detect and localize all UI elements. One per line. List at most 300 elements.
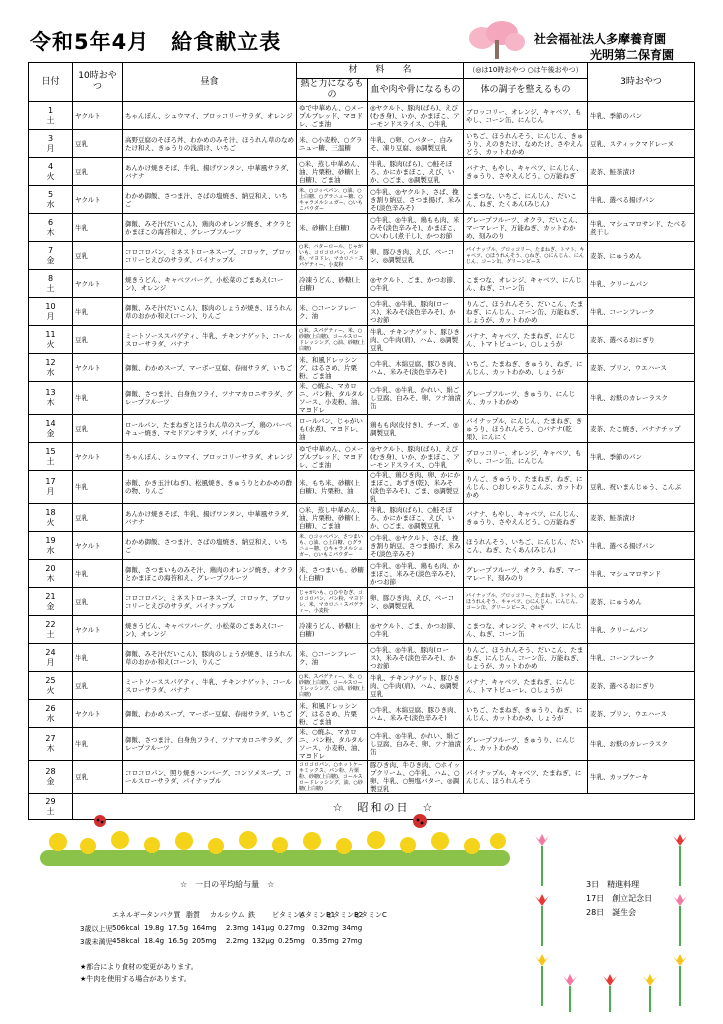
weekday: 月 <box>46 487 55 496</box>
col-heat: 熱と力になるもの <box>297 79 368 102</box>
lunch-cell: コロコロパン、ミネストローネスープ、コロッケ、ブロッコリーとえびのサラダ、パイナップル <box>123 588 297 616</box>
blood-cell: ○牛乳、◎牛乳、かれい、絹ごし豆腐、白みそ、卵、ツナ油漬缶 <box>368 382 464 415</box>
blood-cell: 牛乳、チキンナゲット、豚ひき肉、○牛肉(肩)、ハム、◎調製豆乳 <box>368 672 464 700</box>
heat-cell: じゃがいも、○ひやむぎ、コロコロパン、パン粉、マヨドレ、米、マカロニ・スパゲティー、小麦粉 <box>297 588 368 616</box>
am-snack-cell: ヤクルト <box>73 102 123 130</box>
day-number: 26 <box>45 703 56 713</box>
day-number: 24 <box>45 647 56 657</box>
event-day: 17日 <box>586 894 605 903</box>
table-row <box>29 672 695 700</box>
date-cell <box>29 415 73 443</box>
body-cell: バナナ、キャベツ、たまねぎ、にんじん、トマトピューレ、○しょうが <box>464 326 588 354</box>
weekday: 木 <box>46 398 55 407</box>
pm-snack-cell: 牛乳、お麩のカレーラスク <box>588 728 695 761</box>
nutrient-header: ビタミンB1 <box>298 911 336 919</box>
pm-snack-cell: 豆乳、スティックマドレーヌ <box>588 130 695 158</box>
age-label: 3歳以上児 <box>80 925 113 933</box>
date-cell <box>29 382 73 415</box>
weekday: 土 <box>46 629 55 639</box>
am-snack-cell: 豆乳 <box>73 242 123 270</box>
blood-cell: 牛乳、○卵、○バター、白みそ、凍り豆腐、◎調製豆乳 <box>368 130 464 158</box>
day-number: 3 <box>47 133 54 143</box>
heat-cell: ○米、蒸し中華めん、油、片栗粉、砂糖(上白糖)、ごま油 <box>297 504 368 532</box>
date-cell <box>29 158 73 186</box>
nutrient-value: 2.2mg <box>226 937 249 945</box>
lunch-cell: コロコロパン、照り焼きハンバーグ、コンソメスープ、コールスローサラダ、パイナップル <box>123 761 297 794</box>
col-pm-snack: 3時おやつ <box>588 63 695 102</box>
day-number: 25 <box>45 675 56 685</box>
date-cell <box>29 761 73 794</box>
table-row <box>29 415 695 443</box>
event-day: 3日 <box>586 880 600 889</box>
date-cell <box>29 644 73 672</box>
day-number: 17 <box>45 477 56 486</box>
blood-cell: ○牛乳、◎牛乳、豚肉(ロース)、米みそ(淡色辛みそ)、かつお節 <box>368 644 464 672</box>
col-legend: （◎は10時おやつ ○は午後おやつ） <box>464 63 588 79</box>
weekday: 月 <box>46 657 55 667</box>
am-snack-cell: 豆乳 <box>73 588 123 616</box>
am-snack-cell: 牛乳 <box>73 471 123 504</box>
heat-cell: ○米、バターロール、じゃがいも、コロコロパン、パン粉、マヨドレ、マカロニ・スパゲティー、小麦粉 <box>297 242 368 270</box>
am-snack-cell: 豆乳 <box>73 326 123 354</box>
pm-snack-cell: 麦茶、プリン、ウエハース <box>588 700 695 728</box>
day-number: 19 <box>45 535 56 545</box>
weekday: 水 <box>46 545 55 555</box>
lunch-cell: ロールパン、たまねぎとほうれん草のスープ、鶏のバーベキュー焼き、マセドアンサラダ、パイナップル <box>123 415 297 443</box>
holiday-label: ☆ 昭和の日 ☆ <box>73 794 695 820</box>
pm-snack-cell: 牛乳、コーンフレーク <box>588 298 695 326</box>
col-lunch: 昼食 <box>123 63 297 102</box>
lunch-cell: 焼きうどん、キャベツバーグ、小松菜のごまあえ(コーン)、オレンジ <box>123 616 297 644</box>
heat-cell: ○米、スパゲティー、米、○砂糖(上白糖)、コールスロードレッシング、○油、砂糖(上白糖) <box>297 326 368 354</box>
date-cell <box>29 298 73 326</box>
am-snack-cell: 牛乳 <box>73 728 123 761</box>
pm-snack-cell: 麦茶、選べるおにぎり <box>588 326 695 354</box>
date-cell <box>29 471 73 504</box>
blood-cell: ◎ヤクルト、豚肉(ばら)、えび(むき身)、いか、かまぼこ、アーモンドスライス、○牛乳 <box>368 443 464 471</box>
cherry-blossom-tree-icon <box>468 20 526 60</box>
lunch-cell: ちゃんぽん、シュウマイ、ブロッコリーサラダ、オレンジ <box>123 443 297 471</box>
pm-snack-cell: 麦茶、たこ焼き、バナナチップ <box>588 415 695 443</box>
blood-cell: 卵、豚ひき肉、えび、ベーコン、◎調製豆乳 <box>368 242 464 270</box>
blood-cell: 鶏もも肉(皮付き)、チーズ、◎調製豆乳 <box>368 415 464 443</box>
am-snack-cell: 豆乳 <box>73 130 123 158</box>
table-row <box>29 560 695 588</box>
table-row <box>29 326 695 354</box>
date-cell <box>29 326 73 354</box>
heat-cell: 冷凍うどん、砂糖(上白糖) <box>297 270 368 298</box>
body-cell: グレープフルーツ、オクラ、だいこん、マーマレード、万能ねぎ、カットわかめ、刻みのり <box>464 214 588 242</box>
table-row <box>29 728 695 761</box>
pm-snack-cell: 牛乳、選べる揚げパン <box>588 186 695 214</box>
day-number: 1 <box>47 105 54 115</box>
event-day: 28日 <box>586 908 605 917</box>
weekday: 金 <box>46 428 55 438</box>
table-row <box>29 186 695 214</box>
body-cell: こまつな、オレンジ、キャベツ、にんじん、ねぎ、コーン缶 <box>464 270 588 298</box>
date-cell <box>29 672 73 700</box>
col-blood: 血や肉や骨になるもの <box>368 79 464 102</box>
day-number: 27 <box>45 734 56 743</box>
day-number: 13 <box>45 388 56 397</box>
body-cell: バナナ、キャベツ、たまねぎ、にんじん、トマトピューレ、○しょうが <box>464 672 588 700</box>
events-list <box>586 878 652 920</box>
blood-cell: ◎ヤクルト、ごま、かつお節、○牛乳 <box>368 270 464 298</box>
nutrient-value: 0.25mg <box>278 937 305 945</box>
nutrient-value: 2.3mg <box>226 924 249 932</box>
day-number: 21 <box>45 591 56 601</box>
tulip-decoration <box>530 826 700 1016</box>
heat-cell: 米、○コーンフレーク、油 <box>297 644 368 672</box>
heat-cell: 冷凍うどん、砂糖(上白糖) <box>297 616 368 644</box>
body-cell: バナナ、もやし、キャベツ、にんじん、きゅうり、さやえんどう、○万能ねぎ <box>464 158 588 186</box>
table-row <box>29 242 695 270</box>
pm-snack-cell: 麦茶、プリン、ウエハース <box>588 354 695 382</box>
date-cell <box>29 588 73 616</box>
day-number: 4 <box>47 161 54 171</box>
nutrient-value: 0.35mg <box>312 937 339 945</box>
lunch-cell: 御飯、わかめスープ、マーボー豆腐、春雨サラダ、いちご <box>123 354 297 382</box>
day-number: 12 <box>45 357 56 367</box>
am-snack-cell: ヤクルト <box>73 700 123 728</box>
am-snack-cell: 牛乳 <box>73 214 123 242</box>
date-cell <box>29 700 73 728</box>
blood-cell: ◎ヤクルト、豚肉(ばら)、えび(むき身)、いか、かまぼこ、アーモンドスライス、○牛乳 <box>368 102 464 130</box>
weekday: 土 <box>46 115 55 125</box>
nutrient-value: 0.27mg <box>278 924 305 932</box>
weekday: 水 <box>46 367 55 377</box>
nutrient-value: 205mg <box>192 937 217 945</box>
date-cell <box>29 102 73 130</box>
nutrient-value: 458kcal <box>112 937 140 945</box>
blood-cell: ○牛乳、◎ヤクルト、さば、挽き割り納豆、さつま揚げ、米みそ(淡色辛みそ) <box>368 532 464 560</box>
lunch-cell: あんかけ焼きそば、牛乳、揚げワンタン、中華風サラダ、バナナ <box>123 158 297 186</box>
body-cell: こまつな、いちご、にんじん、だいこん、ねぎ、たくあん(みじん) <box>464 186 588 214</box>
pm-snack-cell: 牛乳、コーンフレーク <box>588 644 695 672</box>
day-number: 18 <box>45 507 56 517</box>
day-number: 14 <box>45 418 56 428</box>
am-snack-cell: ヤクルト <box>73 270 123 298</box>
weekday: 水 <box>46 199 55 209</box>
am-snack-cell: ヤクルト <box>73 532 123 560</box>
event-item <box>586 906 652 920</box>
date-cell <box>29 616 73 644</box>
am-snack-cell: 豆乳 <box>73 761 123 794</box>
date-cell <box>29 794 73 820</box>
nutrient-header: ビタミンB2 <box>326 911 364 919</box>
date-cell <box>29 270 73 298</box>
body-cell: りんご、きゅうり、たまねぎ、ねぎ、にんじん、○おしゃぶりこんぶ、カットわかめ <box>464 471 588 504</box>
nutrient-header: ビタミンA <box>272 911 305 919</box>
am-snack-cell: ヤクルト <box>73 186 123 214</box>
date-cell <box>29 504 73 532</box>
pm-snack-cell: 牛乳、お麩のカレーラスク <box>588 382 695 415</box>
lunch-cell: ミートソーススパゲティ、牛乳、チキンナゲット、コールスローサラダ、バナナ <box>123 672 297 700</box>
weekday: 土 <box>46 283 55 293</box>
lunch-cell: ちゃんぽん、シュウマイ、ブロッコリーサラダ、オレンジ <box>123 102 297 130</box>
nutrient-value: 16.5g <box>168 937 189 945</box>
nutrient-value: 27mg <box>342 937 363 945</box>
nutrient-value: 17.5g <box>168 924 189 932</box>
date-cell <box>29 443 73 471</box>
event-item <box>586 878 652 892</box>
blood-cell: 卵、豚ひき肉、えび、ベーコン、◎調製豆乳 <box>368 588 464 616</box>
weekday: 金 <box>46 601 55 611</box>
body-cell: いちご、たまねぎ、きゅうり、ねぎ、にんじん、カットわかめ、しょうが <box>464 700 588 728</box>
nutrient-header: 脂質 <box>186 911 200 919</box>
blood-cell: 牛乳、豚肉(ばら)、○鮭そぼろ、かにかまぼこ、えび、いか、○ごま、◎調製豆乳 <box>368 504 464 532</box>
blood-cell: ○牛乳、鶏ひき肉、卵、かにかまぼこ、あずき(乾)、米みそ(淡色辛みそ)、ごま、◎調製豆乳 <box>368 471 464 504</box>
lunch-cell: 赤飯、かき玉汁(ねぎ)、松風焼き、きゅうりとわかめの酢の物、りんご <box>123 471 297 504</box>
heat-cell: 米、○焼ふ、マカロニ、パン粉、タルタルソース、小麦粉、油、マヨドレ <box>297 728 368 761</box>
note-ingredient-change: ★都合により食材の変更があります。 <box>80 963 198 971</box>
body-cell: グレープフルーツ、オクラ、ねぎ、マーマレード、刻みのり <box>464 560 588 588</box>
heat-cell: ○米、蒸し中華めん、油、片栗粉、砂糖(上白糖)、ごま油 <box>297 158 368 186</box>
nutrient-header: カルシウム <box>210 911 245 919</box>
day-number: 8 <box>47 273 54 283</box>
date-cell <box>29 532 73 560</box>
date-cell <box>29 130 73 158</box>
weekday: 月 <box>46 143 55 153</box>
body-cell: りんご、ほうれんそう、だいこん、たまねぎ、にんじん、コーン缶、万能ねぎ、しょうが、カットわかめ <box>464 644 588 672</box>
blood-cell: ○牛乳、◎牛乳、鶏もも肉、かまぼこ、米みそ(淡色辛みそ)、かつお節 <box>368 560 464 588</box>
note-beef: ★牛肉を使用する場合があります。 <box>80 975 191 983</box>
lunch-cell: 焼きうどん、キャベツバーグ、小松菜のごまあえ(コーン)、オレンジ <box>123 270 297 298</box>
weekday: 木 <box>46 227 55 237</box>
nutrition-title: ☆ 一日の平均給与量 ☆ <box>180 880 275 889</box>
lunch-cell: わかめ御飯、さつま汁、さばの塩焼き、納豆和え、いちご <box>123 186 297 214</box>
pm-snack-cell: 麦茶、にゅうめん <box>588 588 695 616</box>
lunch-cell: 御飯、みそ汁(だいこん)、鶏肉のオレンジ焼き、オクラとかまぼこの海苔和え、グレープフルーツ <box>123 214 297 242</box>
nutrient-header: タンパク質 <box>146 911 181 919</box>
heat-cell: 米、○小麦粉、○グラニュー糖、三温糖 <box>297 130 368 158</box>
lunch-cell: 御飯、みそ汁(だいこん)、豚肉のしょうが焼き、ほうれん草のおかか和え(コーン)、りんご <box>123 644 297 672</box>
nutrient-value: 34mg <box>342 924 363 932</box>
am-snack-cell: ヤクルト <box>73 616 123 644</box>
blood-cell: ○牛乳、木綿豆腐、豚ひき肉、ハム、米みそ(淡色辛みそ) <box>368 700 464 728</box>
date-cell <box>29 186 73 214</box>
weekday: 火 <box>46 517 55 527</box>
table-row <box>29 102 695 130</box>
date-cell <box>29 728 73 761</box>
nutrient-header: エネルギー <box>112 911 147 919</box>
pm-snack-cell: 牛乳、季節のパン <box>588 102 695 130</box>
heat-cell: 米、○焼ふ、マカロニ、パン粉、タルタルソース、小麦粉、油、マヨドレ <box>297 382 368 415</box>
am-snack-cell: ヤクルト <box>73 443 123 471</box>
am-snack-cell: ヤクルト <box>73 354 123 382</box>
weekday: 火 <box>46 171 55 181</box>
pm-snack-cell: 牛乳、クリームパン <box>588 616 695 644</box>
date-cell <box>29 214 73 242</box>
day-number: 11 <box>45 329 56 339</box>
table-row <box>29 443 695 471</box>
table-row <box>29 588 695 616</box>
col-materials: 材 料 名 <box>297 63 464 79</box>
heat-cell: ○米、スパゲティー、米、○砂糖(上白糖)、コールスロードレッシング、○油、砂糖(上白糖) <box>297 672 368 700</box>
age-label: 3歳未満児 <box>80 938 113 946</box>
nutrient-value: 164mg <box>192 924 217 932</box>
lunch-cell: 高野豆腐のそぼろ丼、わかめのみそ汁、ほうれん草のなめたけ和え、きゅうりの浅漬け、いちご <box>123 130 297 158</box>
day-number: 7 <box>47 245 54 255</box>
table-row <box>29 158 695 186</box>
event-item <box>586 892 652 906</box>
heat-cell: 米、○コッペパン、○油、○上白糖、○グラニュー糖、○キャラメルシュガー、○いもこパウダー <box>297 186 368 214</box>
heat-cell: 米、もち米、砂糖(上白糖)、片栗粉、油 <box>297 471 368 504</box>
blood-cell: ○牛乳、木綿豆腐、豚ひき肉、ハム、米みそ(淡色辛みそ) <box>368 354 464 382</box>
heat-cell: 米、○コーンフレーク、油 <box>297 298 368 326</box>
col-am-snack: 10時おやつ <box>73 63 123 102</box>
lunch-cell: 御飯、さつま汁、白身魚フライ、ツナマカロニサラダ、グレープフルーツ <box>123 382 297 415</box>
am-snack-cell: 豆乳 <box>73 672 123 700</box>
weekday: 金 <box>46 255 55 265</box>
pm-snack-cell: 豆乳、祝いまんじゅう、こんぶ <box>588 471 695 504</box>
table-row <box>29 382 695 415</box>
table-row <box>29 354 695 382</box>
weekday: 火 <box>46 339 55 349</box>
pm-snack-cell: 麦茶、にゅうめん <box>588 242 695 270</box>
heat-cell: 米、和風ドレッシング、はるさめ、片栗粉、ごま油 <box>297 700 368 728</box>
heat-cell: 米、○コッペパン、さつまいも、○油、○上白糖、○グラニュー糖、○キャラメルシュガー、○いもこパウダー <box>297 532 368 560</box>
pm-snack-cell: 牛乳、季節のパン <box>588 443 695 471</box>
table-row <box>29 130 695 158</box>
table-row <box>29 298 695 326</box>
day-number: 20 <box>45 563 56 573</box>
blood-cell: ◎ヤクルト、ごま、かつお節、○牛乳 <box>368 616 464 644</box>
table-row <box>29 700 695 728</box>
menu-table <box>28 62 695 820</box>
header <box>0 0 723 64</box>
day-number: 15 <box>45 446 56 456</box>
heat-cell: 米、砂糖(上白糖) <box>297 214 368 242</box>
blood-cell: ○牛乳、◎牛乳、豚肉(ロース)、米みそ(淡色辛みそ)、かつお節 <box>368 298 464 326</box>
day-number: 5 <box>47 189 54 199</box>
pm-snack-cell: 牛乳、マシュマロサンド <box>588 560 695 588</box>
lunch-cell: 御飯、さつまいものみそ汁、鶏肉のオレンジ焼き、オクラとかまぼこの海苔和え、グレープフルーツ <box>123 560 297 588</box>
lunch-cell: コロコロパン、ミネストローネスープ、コロッケ、ブロッコリーとえびのサラダ、パイナップル <box>123 242 297 270</box>
heat-cell: 米、和風ドレッシング、はるさめ、片栗粉、ごま油 <box>297 354 368 382</box>
day-number: 22 <box>45 619 56 629</box>
heat-cell: 米、さつまいも、砂糖(上白糖) <box>297 560 368 588</box>
lunch-cell: ミートソーススパゲティ、牛乳、チキンナゲット、コールスローサラダ、バナナ <box>123 326 297 354</box>
nutrient-value: 506kcal <box>112 924 140 932</box>
body-cell: バナナ、もやし、キャベツ、にんじん、きゅうり、さやえんどう、○万能ねぎ <box>464 504 588 532</box>
pm-snack-cell: 牛乳、クリームパン <box>588 270 695 298</box>
nutrient-header: ビタミンC <box>354 911 387 919</box>
pm-snack-cell: 牛乳、カップケーキ <box>588 761 695 794</box>
body-cell: パイナップル、ブロッコリー、たまねぎ、トマト、キャベツ、○ほうれんそう、○ねぎ、○にんじん、にんじん、コーン缶、グリーンピース <box>464 242 588 270</box>
heat-cell: ゆで中華めん、○メープルブレッド、マヨドレ、ごま油 <box>297 443 368 471</box>
body-cell: こまつな、オレンジ、キャベツ、にんじん、ねぎ、コーン缶 <box>464 616 588 644</box>
lunch-cell: 御飯、わかめスープ、マーボー豆腐、春雨サラダ、いちご <box>123 700 297 728</box>
col-body: 体の調子を整えるもの <box>464 79 588 102</box>
am-snack-cell: 牛乳 <box>73 298 123 326</box>
date-cell <box>29 242 73 270</box>
table-row <box>29 471 695 504</box>
blood-cell: ○牛乳、◎牛乳、鶏もも肉、米みそ(淡色辛みそ)、かまぼこ、○いわし(煮干し)、かつお節 <box>368 214 464 242</box>
day-number: 29 <box>45 796 56 806</box>
nutrient-value: 132μg <box>252 937 275 945</box>
col-date: 日付 <box>29 63 73 102</box>
day-number: 6 <box>47 217 54 227</box>
lunch-cell: 御飯、みそ汁(だいこん)、豚肉のしょうが焼き、ほうれん草のおかか和え(コーン)、りんご <box>123 298 297 326</box>
pm-snack-cell: 麦茶、選べるおにぎり <box>588 672 695 700</box>
blood-cell: ○牛乳、◎牛乳、かれい、絹ごし豆腐、白みそ、卵、ツナ油漬缶 <box>368 728 464 761</box>
pm-snack-cell: 牛乳、選べる揚げパン <box>588 532 695 560</box>
body-cell: グレープフルーツ、きゅうり、にんじん、カットわかめ <box>464 382 588 415</box>
org-name: 社会福祉法人多摩養育園 <box>534 32 667 46</box>
am-snack-cell: 豆乳 <box>73 415 123 443</box>
am-snack-cell: 豆乳 <box>73 158 123 186</box>
weekday: 火 <box>46 685 55 695</box>
weekday: 金 <box>46 777 55 786</box>
blood-cell: 牛乳、チキンナゲット、豚ひき肉、○牛肉(肩)、ハム、◎調製豆乳 <box>368 326 464 354</box>
table-row <box>29 532 695 560</box>
heat-cell: ゆで中華めん、○メープルブレッド、マヨドレ、ごま油 <box>297 102 368 130</box>
blood-cell: 牛乳、豚肉(ばら)、○鮭そぼろ、かにかまぼこ、えび、いか、○ごま、◎調製豆乳 <box>368 158 464 186</box>
heat-cell: ロールパン、じゃがいも(水煮)、マヨドレ、油 <box>297 415 368 443</box>
nutrient-value: 18.4g <box>144 937 165 945</box>
body-cell: パイナップル、キャベツ、たまねぎ、にんじん、ほうれんそう <box>464 761 588 794</box>
day-number: 28 <box>45 767 56 776</box>
table-row <box>29 616 695 644</box>
am-snack-cell: 牛乳 <box>73 560 123 588</box>
body-cell: パイナップル、ブロッコリー、たまねぎ、トマト、○ほうれんそう、キャベツ、○にんじん、にんじん、コーン缶、グリーンピース、○ねぎ <box>464 588 588 616</box>
body-cell: ブロッコリー、オレンジ、キャベツ、もやし、コーン缶、にんじん <box>464 102 588 130</box>
weekday: 土 <box>46 806 55 816</box>
table-row <box>29 270 695 298</box>
day-number: 10 <box>45 301 56 311</box>
pm-snack-cell: 麦茶、鮭茶漬け <box>588 504 695 532</box>
body-cell: ほうれんそう、いちご、にんじん、だいこん、ねぎ、たくあん(みじん) <box>464 532 588 560</box>
am-snack-cell: 牛乳 <box>73 382 123 415</box>
body-cell: グレープフルーツ、きゅうり、にんじん、カットわかめ <box>464 728 588 761</box>
weekday: 月 <box>46 311 55 321</box>
event-name: 創立記念日 <box>612 894 653 903</box>
lunch-cell: 御飯、さつま汁、白身魚フライ、ツナマカロニサラダ、グレープフルーツ <box>123 728 297 761</box>
date-cell <box>29 354 73 382</box>
date-cell <box>29 560 73 588</box>
heat-cell: コロコロパン、○ホットケーキミックス、パン粉、片栗粉、砂糖(上白糖)、コールスロードレッシング、油、○砂糖(上白糖) <box>297 761 368 794</box>
lunch-cell: あんかけ焼きそば、牛乳、揚げワンタン、中華風サラダ、バナナ <box>123 504 297 532</box>
body-cell: いちご、たまねぎ、きゅうり、ねぎ、にんじん、カットわかめ、しょうが <box>464 354 588 382</box>
body-cell: ブロッコリー、オレンジ、キャベツ、もやし、コーン缶、にんじん <box>464 443 588 471</box>
weekday: 木 <box>46 573 55 583</box>
nutrient-value: 0.32mg <box>312 924 339 932</box>
nutrient-header: 鉄 <box>248 911 255 919</box>
body-cell: いちご、ほうれんそう、にんじん、きゅうり、えのきたけ、なめたけ、さやえんどう、カットわかめ <box>464 130 588 158</box>
am-snack-cell: 牛乳 <box>73 644 123 672</box>
event-name: 精進料理 <box>607 880 640 889</box>
table-row <box>29 644 695 672</box>
blood-cell: 豚ひき肉、牛ひき肉、○ホイップクリーム、○牛乳、ハム、○卵、牛乳、○無塩バター、◎調製豆乳 <box>368 761 464 794</box>
pm-snack-cell: 牛乳、マシュマロサンド、たべる煮干し <box>588 214 695 242</box>
weekday: 木 <box>46 744 55 753</box>
weekday: 水 <box>46 713 55 723</box>
pm-snack-cell: 麦茶、鮭茶漬け <box>588 158 695 186</box>
page-title: 令和5年4月 給食献立表 <box>30 30 282 54</box>
body-cell: パイナップル、にんじん、たまねぎ、きゅうり、ほうれんそう、○バナナ(乾果)、にんにく <box>464 415 588 443</box>
nursery-name: 光明第二保育園 <box>590 48 675 62</box>
event-name: 誕生会 <box>612 908 637 917</box>
nutrient-value: 141μg <box>252 924 275 932</box>
nutrient-value: 19.8g <box>144 924 165 932</box>
lunch-cell: わかめ御飯、さつま汁、さばの塩焼き、納豆和え、いちご <box>123 532 297 560</box>
body-cell: りんご、ほうれんそう、だいこん、たまねぎ、にんじん、コーン缶、万能ねぎ、しょうが、カットわかめ <box>464 298 588 326</box>
table-row <box>29 761 695 794</box>
am-snack-cell: 豆乳 <box>73 504 123 532</box>
table-row <box>29 504 695 532</box>
weekday: 土 <box>46 456 55 466</box>
